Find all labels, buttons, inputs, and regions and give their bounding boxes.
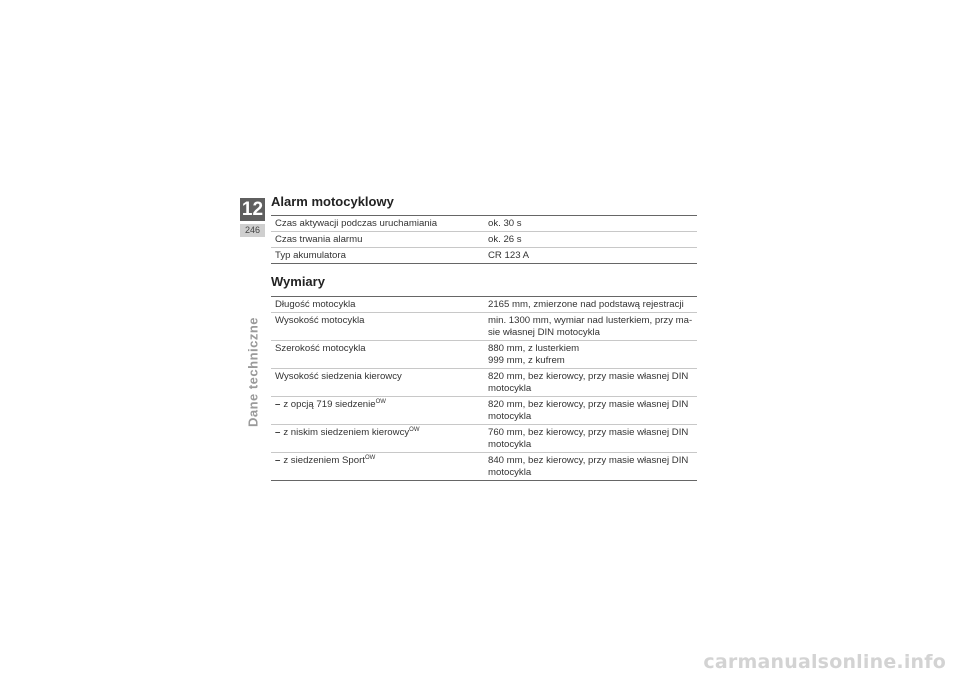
row-value: CR 123 A: [484, 248, 697, 264]
row-label: [271, 453, 484, 481]
option-superscript: OW: [364, 454, 376, 461]
row-value: 2165 mm, zmierzone nad podstawą rejestracji: [488, 298, 684, 310]
row-label-text: z niskim siedzeniem kierowcy: [283, 426, 410, 438]
row-value: min. 1300 mm, wymiar nad lusterkiem, przy ma- sie własnej DIN motocykla: [484, 313, 697, 341]
table-row: [271, 313, 697, 341]
table-row: [271, 232, 697, 248]
row-label-text: Czas trwania alarmu: [275, 233, 363, 245]
row-label-text: z siedzeniem Sport: [283, 454, 365, 466]
table-row: [271, 425, 697, 453]
row-label: [271, 232, 484, 248]
row-label: [271, 313, 484, 341]
row-label: [271, 248, 484, 264]
row-label-text: Typ akumulatora: [275, 249, 346, 261]
row-label: [271, 216, 484, 232]
table-row: [271, 216, 697, 232]
section-title-dimensions: Wymiary: [271, 274, 325, 289]
section-title-alarm: Alarm motocyklowy: [271, 194, 394, 209]
table-row: [271, 397, 697, 425]
option-superscript: OW: [375, 398, 386, 405]
page-content: [271, 193, 697, 481]
row-label-text: Wysokość siedzenia kierowcy: [275, 370, 402, 382]
row-value: 760 mm, bez kierowcy, przy masie własnej DIN motocykla: [484, 425, 697, 453]
table-row: [271, 369, 697, 397]
row-value: 820 mm, bez kierowcy, przy masie własnej DIN motocykla: [484, 369, 697, 397]
row-label: [271, 369, 484, 397]
watermark-text: carmanualsonline.info: [703, 651, 946, 673]
dash-marker: –: [275, 454, 281, 466]
row-label: [271, 397, 484, 425]
row-value: 820 mm, bez kierowcy, przy masie własnej DIN motocykla: [484, 397, 697, 425]
chapter-side-label: Dane techniczne: [245, 316, 261, 428]
row-label: [271, 297, 484, 313]
row-label-text: z opcją 719 siedzenie: [283, 398, 376, 410]
row-value: 840 mm, bez kierowcy, przy masie własnej DIN motocykla: [484, 453, 697, 481]
dash-marker: –: [275, 398, 281, 410]
row-label-text: Długość motocykla: [275, 298, 356, 310]
row-label-text: Szerokość motocykla: [275, 342, 366, 354]
row-value: 880 mm, z lusterkiem 999 mm, z kufrem: [484, 341, 697, 369]
table-row: [271, 248, 697, 264]
dash-marker: –: [275, 426, 281, 438]
option-superscript: OW: [409, 426, 420, 433]
table-row: [271, 453, 697, 481]
row-label-text: Czas aktywacji podczas uruchamiania: [275, 217, 438, 229]
row-value: ok. 30 s: [488, 217, 522, 229]
table-row: [271, 341, 697, 369]
row-label: [271, 341, 484, 369]
page-number: 246: [240, 224, 265, 237]
row-value: ok. 26 s: [484, 232, 697, 248]
alarm-table: [271, 215, 697, 264]
chapter-number: 12: [241, 199, 264, 220]
row-label: [271, 425, 484, 453]
dimensions-table: [271, 296, 697, 481]
row-label-text: Wysokość motocykla: [275, 314, 365, 326]
table-row: [271, 297, 697, 313]
